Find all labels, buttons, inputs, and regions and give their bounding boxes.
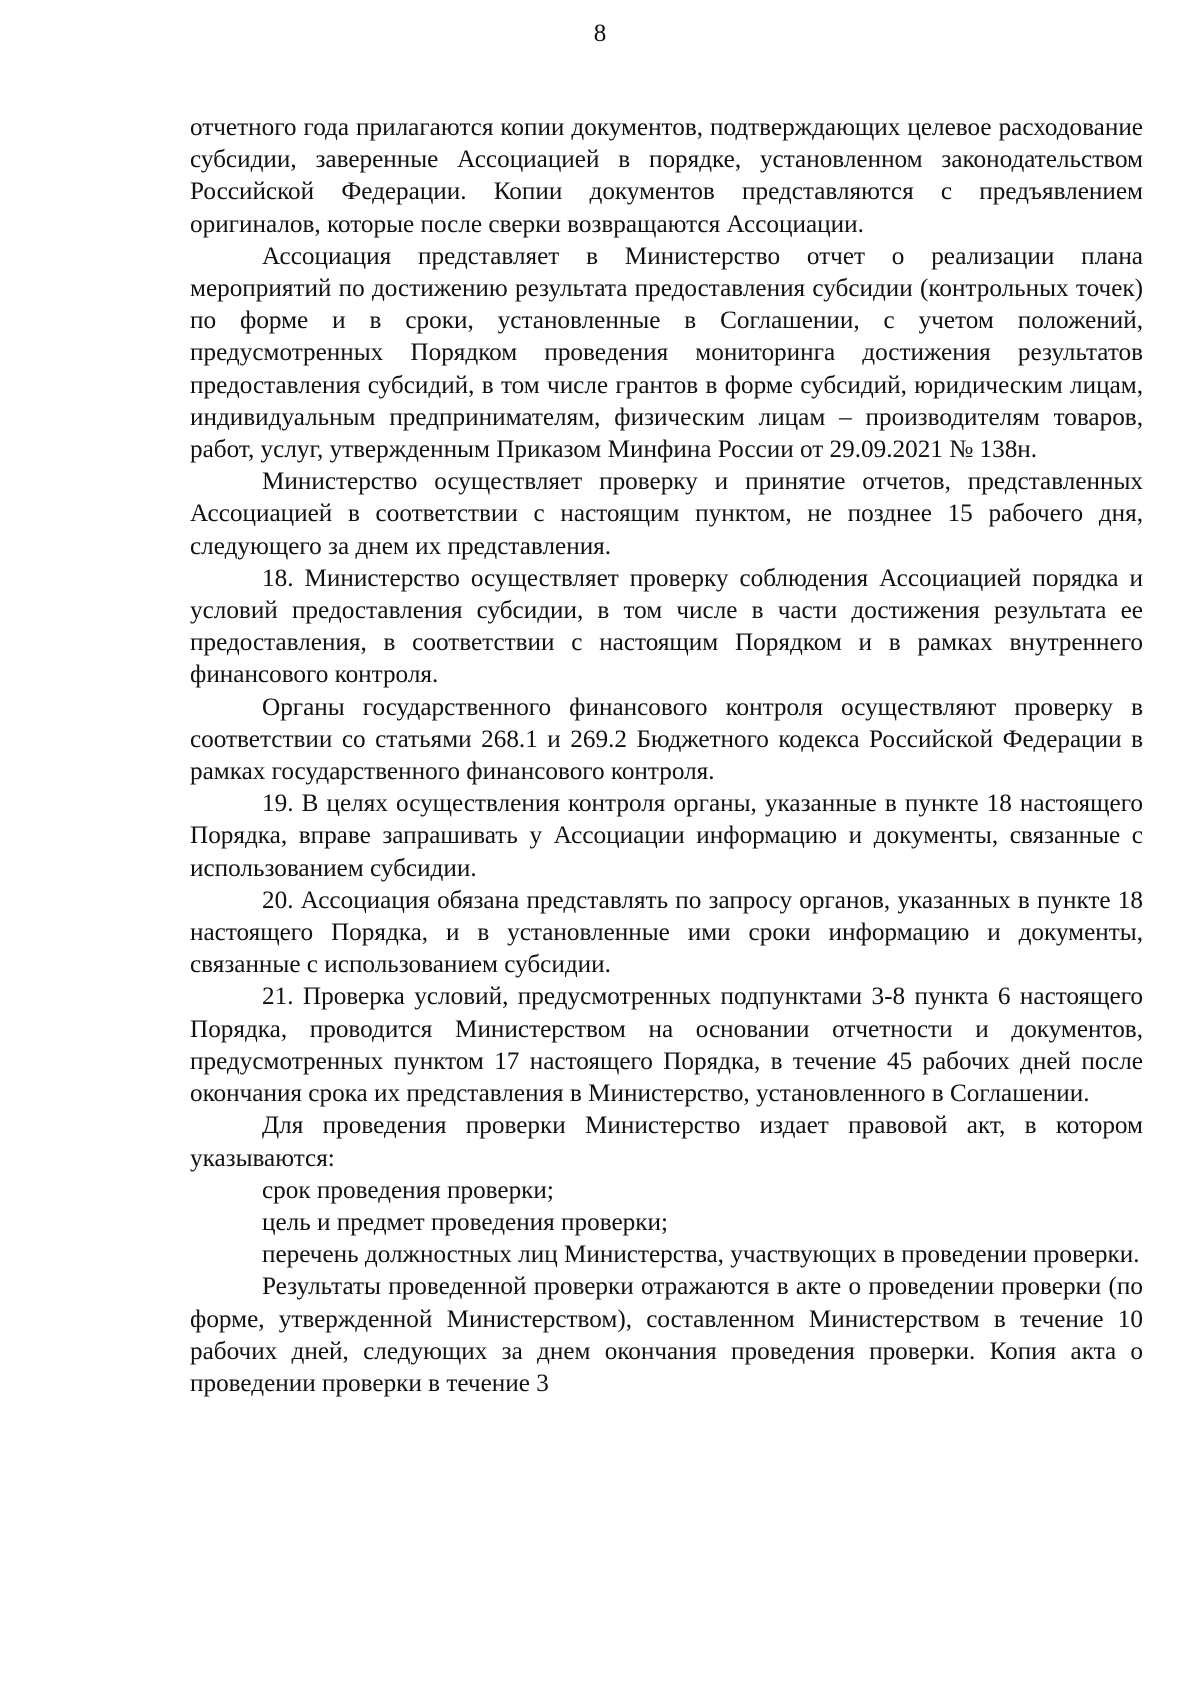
paragraph-12: перечень должностных лиц Министерства, участвующих в проведении проверки.: [262, 1241, 1140, 1269]
paragraph-5: Органы государственного финансового контроля осуществляют проверку в соответствии со статьями 268.1 и 269.2 Бюджетного кодекса Российской Федерации в рамках государственного финансового контроля.: [190, 693, 1143, 786]
paragraph-3: Министерство осуществляет проверку и принятие отчетов, представленных Ассоциацией в соответствии с настоящим пунктом, не позднее 15 рабочего дня, следующего за днем их представления.: [190, 468, 1143, 560]
document-body: [190, 112, 1143, 1400]
paragraph-1: отчетного года прилагаются копии документов, подтверждающих целевое расходование субсидии, заверенные Ассоциацией в порядке, установленном законодательством Российской Федерации. Копии документов представляются с предъявлением оригиналов, которые после сверки возвращаются Ассоциации.: [190, 114, 1143, 238]
paragraph-2: Ассоциация представляет в Министерство отчет о реализации плана мероприятий по достижению результата предоставления субсидии (контрольных точек) по форме и в сроки, установленные в Соглашении, с учетом положений, предусмотренных Порядком проведения мониторинга достижения результатов предоставления субсидий, в том числе грантов в форме субсидий, юридическим лицам, индивидуальным предпринимателям, физическим лицам – производителям товаров, работ, услуг, утвержденным Приказом Минфина России от 29.09.2021 № 138н.: [190, 242, 1143, 464]
page-number: 8: [593, 20, 607, 47]
paragraph-4: 18. Министерство осуществляет проверку соблюдения Ассоциацией порядка и условий предоставления субсидии, в том числе в части достижения результата ее предоставления, в соответствии с настоящим Порядком и в рамках внутреннего финансового контроля.: [190, 564, 1143, 689]
paragraph-11: цель и предмет проведения проверки;: [262, 1208, 668, 1236]
paragraph-8: 21. Проверка условий, предусмотренных подпунктами 3-8 пункта 6 настоящего Порядка, проводится Министерством на основании отчетности и документов, предусмотренных пунктом 17 настоящего Порядка, в течение 45 рабочих дней после окончания срока их представления в Министерство, установленного в Соглашении.: [190, 983, 1143, 1108]
paragraph-10: срок проведения проверки;: [262, 1176, 554, 1204]
paragraph-9: Для проведения проверки Министерство издает правовой акт, в котором указываются:: [190, 1112, 1143, 1172]
paragraph-6: 19. В целях осуществления контроля органы, указанные в пункте 18 настоящего Порядка, вправе запрашивать у Ассоциации информацию и документы, связанные с использованием субсидии.: [190, 790, 1143, 882]
paragraph-7: 20. Ассоциация обязана представлять по запросу органов, указанных в пункте 18 настоящего Порядка, и в установленные ими сроки информацию и документы, связанные с использованием субсидии.: [190, 886, 1143, 979]
paragraph-13: Результаты проведенной проверки отражаются в акте о проведении проверки (по форме, утвержденной Министерством), составленном Министерством в течение 10 рабочих дней, следующих за днем окончания проведения проверки. Копия акта о проведении проверки в течение 3: [190, 1273, 1143, 1397]
